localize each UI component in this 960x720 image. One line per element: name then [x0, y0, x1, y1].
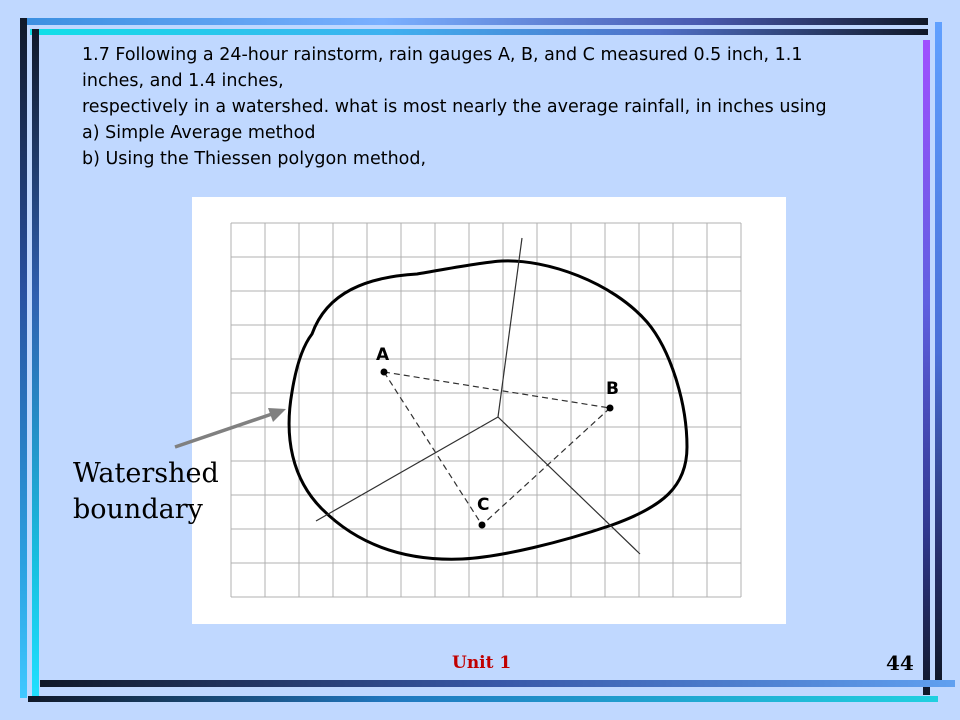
question-line: b) Using the Thiessen polygon method, [82, 149, 427, 169]
label-line: Watershed [73, 458, 219, 489]
arrow-icon [175, 408, 286, 447]
watershed-boundary-label [73, 456, 219, 528]
gauge-label: A [376, 345, 390, 365]
footer-unit-label: Unit 1 [452, 653, 512, 673]
page-number: 44 [886, 651, 914, 675]
question-line: inches, and 1.4 inches, [82, 71, 284, 91]
question-line: 1.7 Following a 24-hour rainstorm, rain gauges A, B, and C measured 0.5 inch, 1.1 [82, 45, 803, 65]
question-line: a) Simple Average method [82, 123, 316, 143]
label-line: boundary [73, 494, 203, 525]
gauge-label: B [606, 379, 619, 399]
question-line: respectively in a watershed. what is most nearly the average rainfall, in inches using [82, 97, 827, 117]
gauge-label: C [477, 495, 490, 515]
